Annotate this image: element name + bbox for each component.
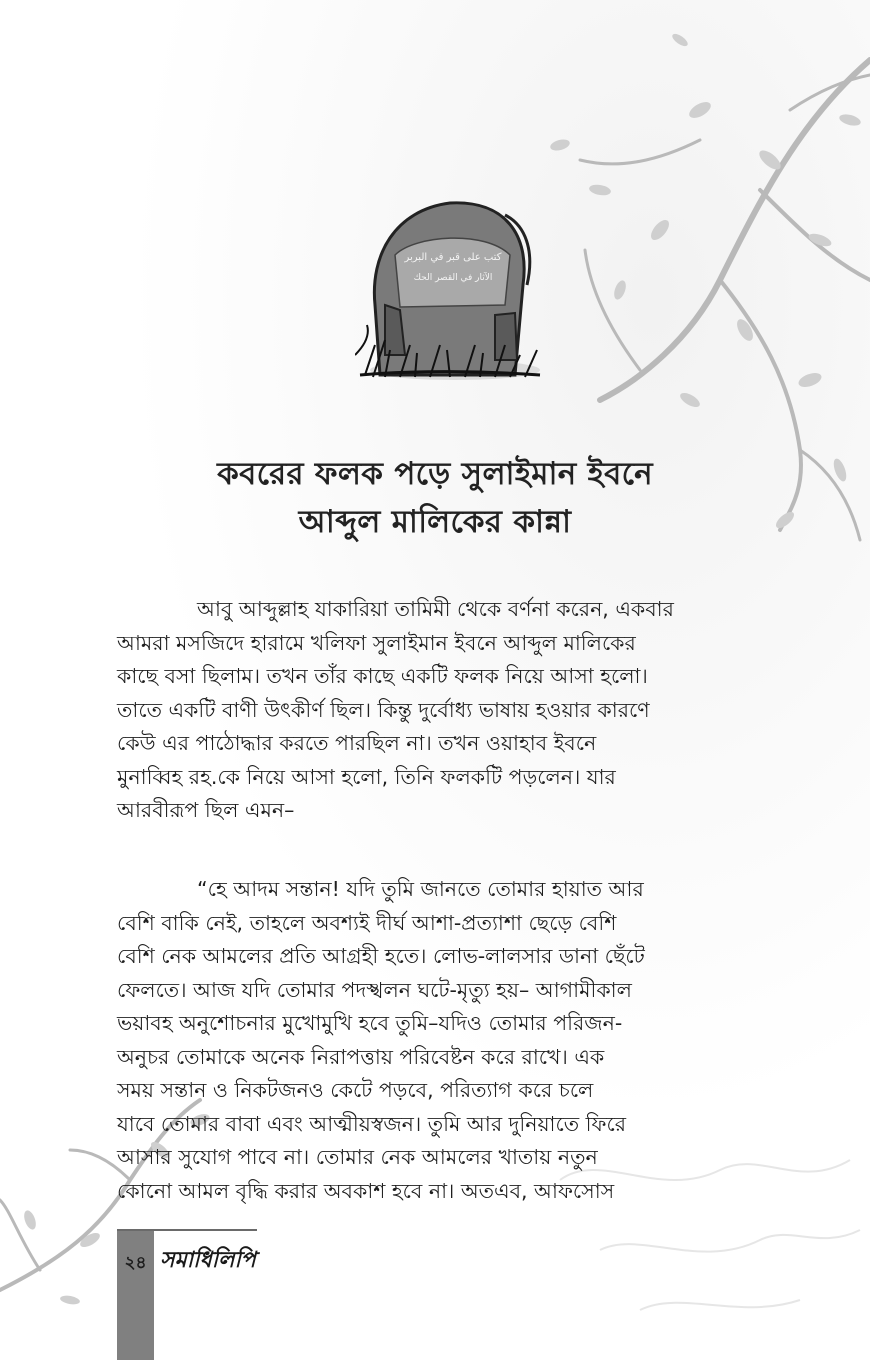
text-line: মুনাব্বিহ রহ.কে নিয়ে আসা হলো, তিনি ফলকটি পড়লেন। যার [117,764,616,789]
page-number: ২৪ [124,1253,147,1273]
text-line: আরবীরূপ ছিল এমন– [117,798,295,822]
paragraph-2 [117,873,767,1208]
text-line: বেশি নেক আমলের প্রতি আগ্রহী হতে। লোভ-লালসার ডানা ছেঁটে [117,944,645,968]
chapter-title-line-1: কবরের ফলক পড়ে সুলাইমান ইবনে [217,456,653,492]
text-line: আসার সুযোগ পাবে না। তোমার নেক আমলের খাতায় নতুন [117,1145,598,1169]
running-book-title: সমাধিলিপি [160,1247,256,1273]
text-line: কাছে বসা ছিলাম। তখন তাঁর কাছে একটি ফলক নিয়ে আসা হলো। [117,664,648,688]
text-line: সময় সন্তান ও নিকটজনও কেটে পড়বে, পরিত্যাগ করে চলে [117,1078,594,1102]
text-line: “হে আদম সন্তান! যদি তুমি জানতে তোমার হায়াত আর [197,877,644,901]
text-line: যাবে তোমার বাবা এবং আত্মীয়স্বজন। তুমি আর দুনিয়াতে ফিরে [117,1111,626,1136]
text-line: ফেলতে। আজ যদি তোমার পদস্খলন ঘটে-মৃত্যু হয়– আগামীকাল [117,977,632,1002]
text-line: কেউ এর পাঠোদ্ধার করতে পারছিল না। তখন ওয়াহাব ইবনে [117,731,597,755]
text-line: আমরা মসজিদে হারামে খলিফা সুলাইমান ইবনে আব্দুল মালিকের [117,630,636,655]
chapter-title-line-2: আব্দুল মালিকের কান্না [298,504,572,540]
text-line: বেশি বাকি নেই, তাহলে অবশ্যই দীর্ঘ আশা-প্রত্যাশা ছেড়ে বেশি [117,910,617,935]
text-line: ভয়াবহ অনুশোচনার মুখোমুখি হবে তুমি–যদিও তোমার পরিজন- [117,1011,623,1035]
tombstone-illustration [355,195,545,395]
tombstone-inscription-2: الآثار في القصر الحك [413,273,493,283]
text-line: কোনো আমল বৃদ্ধি করার অবকাশ হবে না। অতএব, আফসোস [117,1178,615,1203]
text-line: তাতে একটি বাণী উৎকীর্ণ ছিল। কিন্তু দুর্বোধ্য ভাষায় হওয়ার কারণে [117,697,650,722]
text-line: অনুচর তোমাকে অনেক নিরাপত্তায় পরিবেষ্টন করে রাখে। এক [117,1044,605,1069]
tombstone-inscription-1: كتب على قبر في البربر [404,252,502,263]
paragraph-1 [117,593,767,828]
text-line: আবু আব্দুল্লাহ যাকারিয়া তামিমী থেকে বর্ণনা করেন, একবার [197,597,674,621]
